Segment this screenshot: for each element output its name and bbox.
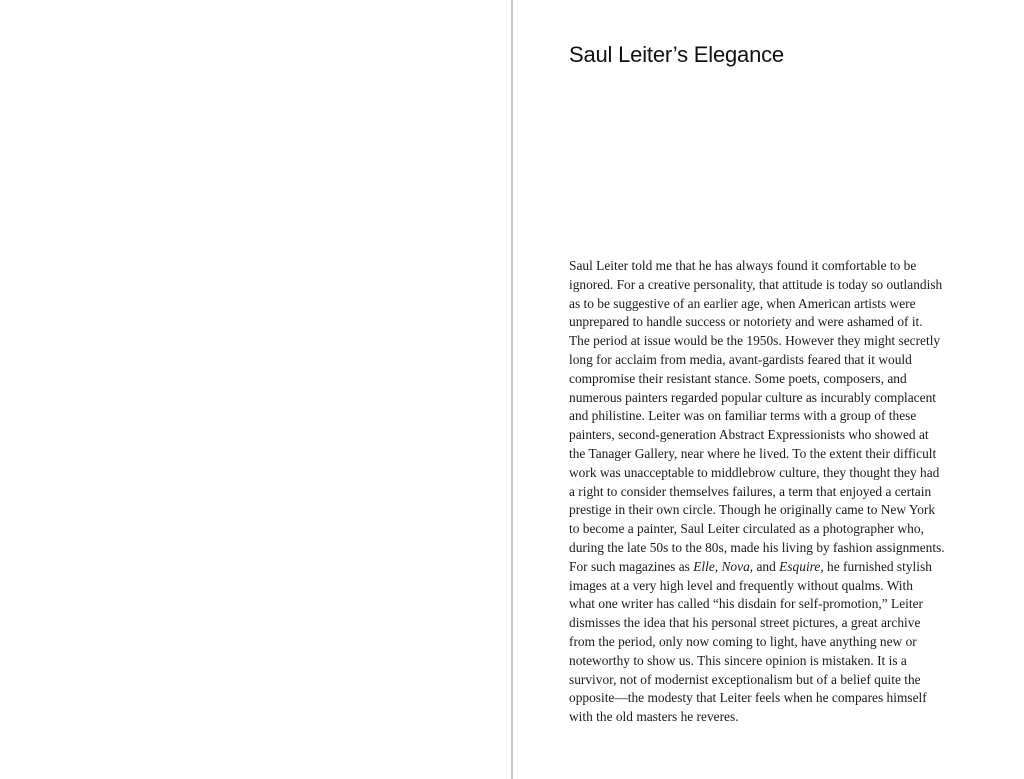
magazine-title: Nova [721,558,750,574]
body-line: prestige in their own circle. Though he originally came to New York [569,502,936,518]
body-line: during the late 50s to the 80s, made his living by fashion assignments. [569,539,945,555]
right-page [513,0,1024,779]
body-line: a right to consider themselves failures, a term that enjoyed a certain [569,483,932,499]
body-line: The period at issue would be the 1950s. However they might secretly [569,333,941,349]
body-line: opposite—the modesty that Leiter feels when he compares himself [569,690,927,706]
body-line: dismisses the idea that his personal street pictures, a great archive [569,615,921,631]
body-line: images at a very high level and frequently without qualms. With [569,577,913,593]
body-text-segment: For such magazines as [569,558,694,574]
article-body [569,257,999,727]
body-line: Saul Leiter told me that he has always found it comfortable to be [569,258,917,273]
body-line: long for acclaim from media, avant-gardists feared that it would [569,351,912,367]
magazine-title: Esquire [779,558,821,574]
body-line: compromise their resistant stance. Some poets, composers, and [569,370,907,386]
left-page-blank [0,0,511,779]
body-line: ignored. For a creative personality, that attitude is today so outlandish [569,276,943,292]
body-line: what one writer has called “his disdain for self-promotion,” Leiter [569,596,923,612]
body-line [569,558,999,577]
body-line: survivor, not of modernist exceptionalism but of a belief quite the [569,671,921,687]
body-line: the Tanager Gallery, near where he lived. To the extent their difficult [569,445,937,461]
body-text-segment: , he furnished stylish [820,558,932,574]
body-line: to become a painter, Saul Leiter circulated as a photographer who, [569,521,924,537]
body-line: unprepared to handle success or notoriety and were ashamed of it. [569,314,923,330]
body-line: numerous painters regarded popular culture as incurably complacent [569,389,936,405]
body-line: painters, second-generation Abstract Expressionists who showed at [569,427,929,443]
body-line: noteworthy to show us. This sincere opinion is mistaken. It is a [569,652,907,668]
article-title: Saul Leiter’s Elegance [569,42,784,67]
body-line: with the old masters he reveres. [569,709,739,725]
magazine-title: Elle [693,558,715,574]
body-line: as to be suggestive of an earlier age, when American artists were [569,295,916,311]
body-text-segment: , [714,558,722,574]
body-line: from the period, only now coming to light, have anything new or [569,633,917,649]
body-line: and philistine. Leiter was on familiar terms with a group of these [569,408,917,424]
body-text-segment: , and [749,558,780,574]
body-line: work was unacceptable to middlebrow culture, they thought they had [569,464,940,480]
